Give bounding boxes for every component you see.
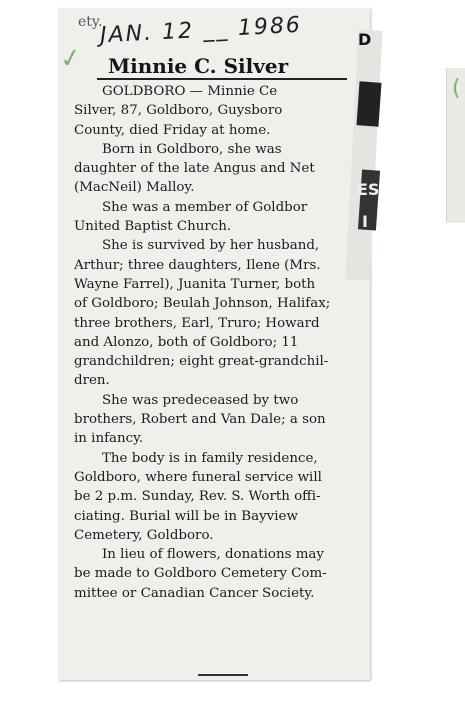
end-rule [198, 674, 248, 676]
obituary-line: Born in Goldboro, she was [102, 141, 282, 157]
obituary-body [74, 82, 370, 603]
obituary-line: be made to Goldboro Cemetery Com- [74, 566, 327, 582]
strip-text: ES [357, 180, 380, 199]
obituary-line: She is survived by her husband, [102, 238, 320, 254]
obituary-line: GOLDBORO — Minnie Ce [102, 84, 278, 99]
strip-text: I [362, 212, 368, 231]
obituary-line: ciating. Burial will be in Bayview [74, 508, 298, 524]
obituary-title: Minnie C. Silver [108, 54, 289, 78]
obituary-line: In lieu of flowers, donations may [102, 547, 324, 563]
obituary-line: County, died Friday at home. [74, 122, 271, 138]
obituary-line: and Alonzo, both of Goldboro; 11 [74, 334, 299, 350]
title-rule [97, 78, 347, 80]
obituary-line: Silver, 87, Goldboro, Guysboro [74, 103, 283, 119]
obituary-line: She was predeceased by two [102, 392, 299, 408]
obituary-line: dren. [74, 373, 110, 389]
obituary-line: Cemetery, Goldboro. [74, 527, 214, 543]
obituary-line: United Baptist Church. [74, 219, 232, 235]
obituary-line: in infancy. [74, 431, 144, 447]
obituary-line: Goldboro, where funeral service will [74, 469, 322, 485]
strip-text: D [358, 30, 372, 49]
obituary-line: daughter of the late Angus and Net [74, 161, 315, 177]
obituary-line: Wayne Farrel), Juanita Turner, both [74, 276, 316, 292]
partial-word-ety: ety. [78, 14, 103, 30]
obituary-line: The body is in family residence, [102, 450, 318, 466]
obituary-line: (MacNeil) Malloy. [74, 180, 195, 196]
obituary-line: mittee or Canadian Cancer Society. [74, 585, 315, 601]
obituary-line: She was a member of Goldbor [102, 199, 308, 215]
obituary-line: be 2 p.m. Sunday, Rev. S. Worth offi- [74, 489, 321, 505]
obituary-line: three brothers, Earl, Truro; Howard [74, 315, 320, 331]
obituary-line: grandchildren; eight great-grandchil- [74, 354, 329, 370]
obituary-line: Arthur; three daughters, Ilene (Mrs. [74, 257, 321, 273]
obituary-line: of Goldboro; Beulah Johnson, Halifax; [74, 296, 331, 312]
obituary-line: brothers, Robert and Van Dale; a son [74, 412, 326, 428]
handwritten-date: JAN. 12 __ 1986 [99, 12, 303, 49]
green-check-mark-icon: ✓ [57, 42, 85, 76]
green-pen-mark-icon: ( [452, 76, 461, 101]
